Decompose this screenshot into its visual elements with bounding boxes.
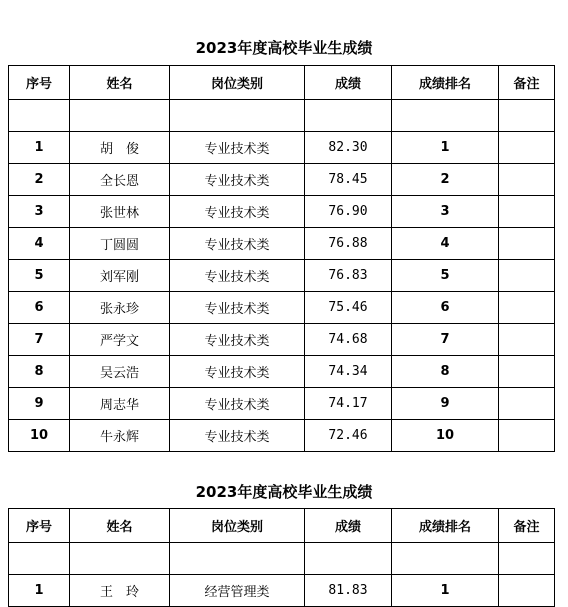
cell-no: 7 bbox=[9, 324, 70, 356]
header-name: 姓名 bbox=[70, 509, 170, 543]
spacer-cell bbox=[9, 100, 70, 132]
cell-score: 78.45 bbox=[305, 164, 392, 196]
table-header-row bbox=[9, 66, 555, 100]
header-category: 岗位类别 bbox=[170, 509, 305, 543]
cell-name: 丁圆圆 bbox=[70, 228, 170, 260]
cell-note bbox=[499, 420, 555, 452]
table-header-row bbox=[9, 509, 555, 543]
table-row bbox=[9, 356, 555, 388]
cell-category: 专业技术类 bbox=[170, 196, 305, 228]
cell-rank: 6 bbox=[392, 292, 499, 324]
table-row bbox=[9, 228, 555, 260]
cell-name: 胡 俊 bbox=[70, 132, 170, 164]
spacer-cell bbox=[499, 100, 555, 132]
cell-category: 专业技术类 bbox=[170, 132, 305, 164]
cell-rank: 3 bbox=[392, 196, 499, 228]
spacer-cell bbox=[9, 543, 70, 575]
cell-note bbox=[499, 228, 555, 260]
table-row bbox=[9, 132, 555, 164]
cell-name: 吴云浩 bbox=[70, 356, 170, 388]
cell-rank: 9 bbox=[392, 388, 499, 420]
table-title-2: 2023年度高校毕业生成绩 bbox=[195, 483, 373, 501]
cell-category: 专业技术类 bbox=[170, 356, 305, 388]
cell-rank: 1 bbox=[392, 132, 499, 164]
cell-score: 81.83 bbox=[305, 575, 392, 607]
cell-rank: 7 bbox=[392, 324, 499, 356]
cell-note bbox=[499, 356, 555, 388]
cell-note bbox=[499, 324, 555, 356]
spacer-cell bbox=[392, 543, 499, 575]
header-no: 序号 bbox=[9, 509, 70, 543]
table-row bbox=[9, 388, 555, 420]
cell-category: 专业技术类 bbox=[170, 292, 305, 324]
cell-category: 经营管理类 bbox=[170, 575, 305, 607]
cell-score: 76.83 bbox=[305, 260, 392, 292]
cell-name: 牛永辉 bbox=[70, 420, 170, 452]
cell-category: 专业技术类 bbox=[170, 388, 305, 420]
cell-score: 76.90 bbox=[305, 196, 392, 228]
cell-category: 专业技术类 bbox=[170, 228, 305, 260]
cell-category: 专业技术类 bbox=[170, 260, 305, 292]
spacer-cell bbox=[170, 100, 305, 132]
table-title-1: 2023年度高校毕业生成绩 bbox=[195, 39, 373, 57]
table-row bbox=[9, 164, 555, 196]
results-table-2 bbox=[8, 508, 555, 607]
cell-note bbox=[499, 132, 555, 164]
cell-rank: 4 bbox=[392, 228, 499, 260]
cell-note bbox=[499, 292, 555, 324]
cell-name: 王 玲 bbox=[70, 575, 170, 607]
cell-name: 严学文 bbox=[70, 324, 170, 356]
header-category: 岗位类别 bbox=[170, 66, 305, 100]
header-spacer bbox=[9, 543, 555, 575]
header-note: 备注 bbox=[499, 509, 555, 543]
cell-score: 74.34 bbox=[305, 356, 392, 388]
cell-rank: 1 bbox=[392, 575, 499, 607]
cell-no: 9 bbox=[9, 388, 70, 420]
cell-category: 专业技术类 bbox=[170, 164, 305, 196]
cell-name: 张永珍 bbox=[70, 292, 170, 324]
cell-no: 10 bbox=[9, 420, 70, 452]
spacer-cell bbox=[499, 543, 555, 575]
cell-no: 4 bbox=[9, 228, 70, 260]
spacer-cell bbox=[70, 100, 170, 132]
table-row bbox=[9, 324, 555, 356]
header-spacer bbox=[9, 100, 555, 132]
cell-no: 2 bbox=[9, 164, 70, 196]
spacer-cell bbox=[305, 543, 392, 575]
cell-note bbox=[499, 260, 555, 292]
results-table-1 bbox=[8, 65, 555, 452]
cell-rank: 2 bbox=[392, 164, 499, 196]
cell-no: 8 bbox=[9, 356, 70, 388]
cell-name: 周志华 bbox=[70, 388, 170, 420]
spacer-cell bbox=[170, 543, 305, 575]
cell-rank: 10 bbox=[392, 420, 499, 452]
cell-note bbox=[499, 388, 555, 420]
cell-score: 72.46 bbox=[305, 420, 392, 452]
cell-no: 3 bbox=[9, 196, 70, 228]
header-no: 序号 bbox=[9, 66, 70, 100]
cell-name: 张世林 bbox=[70, 196, 170, 228]
table-row bbox=[9, 292, 555, 324]
table-row bbox=[9, 260, 555, 292]
cell-name: 全长恩 bbox=[70, 164, 170, 196]
spacer-cell bbox=[70, 543, 170, 575]
header-score: 成绩 bbox=[305, 509, 392, 543]
cell-rank: 8 bbox=[392, 356, 499, 388]
cell-no: 5 bbox=[9, 260, 70, 292]
cell-rank: 5 bbox=[392, 260, 499, 292]
table-row bbox=[9, 196, 555, 228]
cell-score: 76.88 bbox=[305, 228, 392, 260]
spacer-cell bbox=[392, 100, 499, 132]
spacer-cell bbox=[305, 100, 392, 132]
cell-note bbox=[499, 196, 555, 228]
header-note: 备注 bbox=[499, 66, 555, 100]
cell-score: 75.46 bbox=[305, 292, 392, 324]
cell-category: 专业技术类 bbox=[170, 420, 305, 452]
cell-name: 刘军刚 bbox=[70, 260, 170, 292]
header-rank: 成绩排名 bbox=[392, 66, 499, 100]
table-row bbox=[9, 420, 555, 452]
cell-no: 1 bbox=[9, 132, 70, 164]
cell-score: 74.17 bbox=[305, 388, 392, 420]
cell-note bbox=[499, 164, 555, 196]
cell-score: 74.68 bbox=[305, 324, 392, 356]
cell-no: 1 bbox=[9, 575, 70, 607]
cell-no: 6 bbox=[9, 292, 70, 324]
header-name: 姓名 bbox=[70, 66, 170, 100]
header-score: 成绩 bbox=[305, 66, 392, 100]
cell-category: 专业技术类 bbox=[170, 324, 305, 356]
cell-score: 82.30 bbox=[305, 132, 392, 164]
header-rank: 成绩排名 bbox=[392, 509, 499, 543]
